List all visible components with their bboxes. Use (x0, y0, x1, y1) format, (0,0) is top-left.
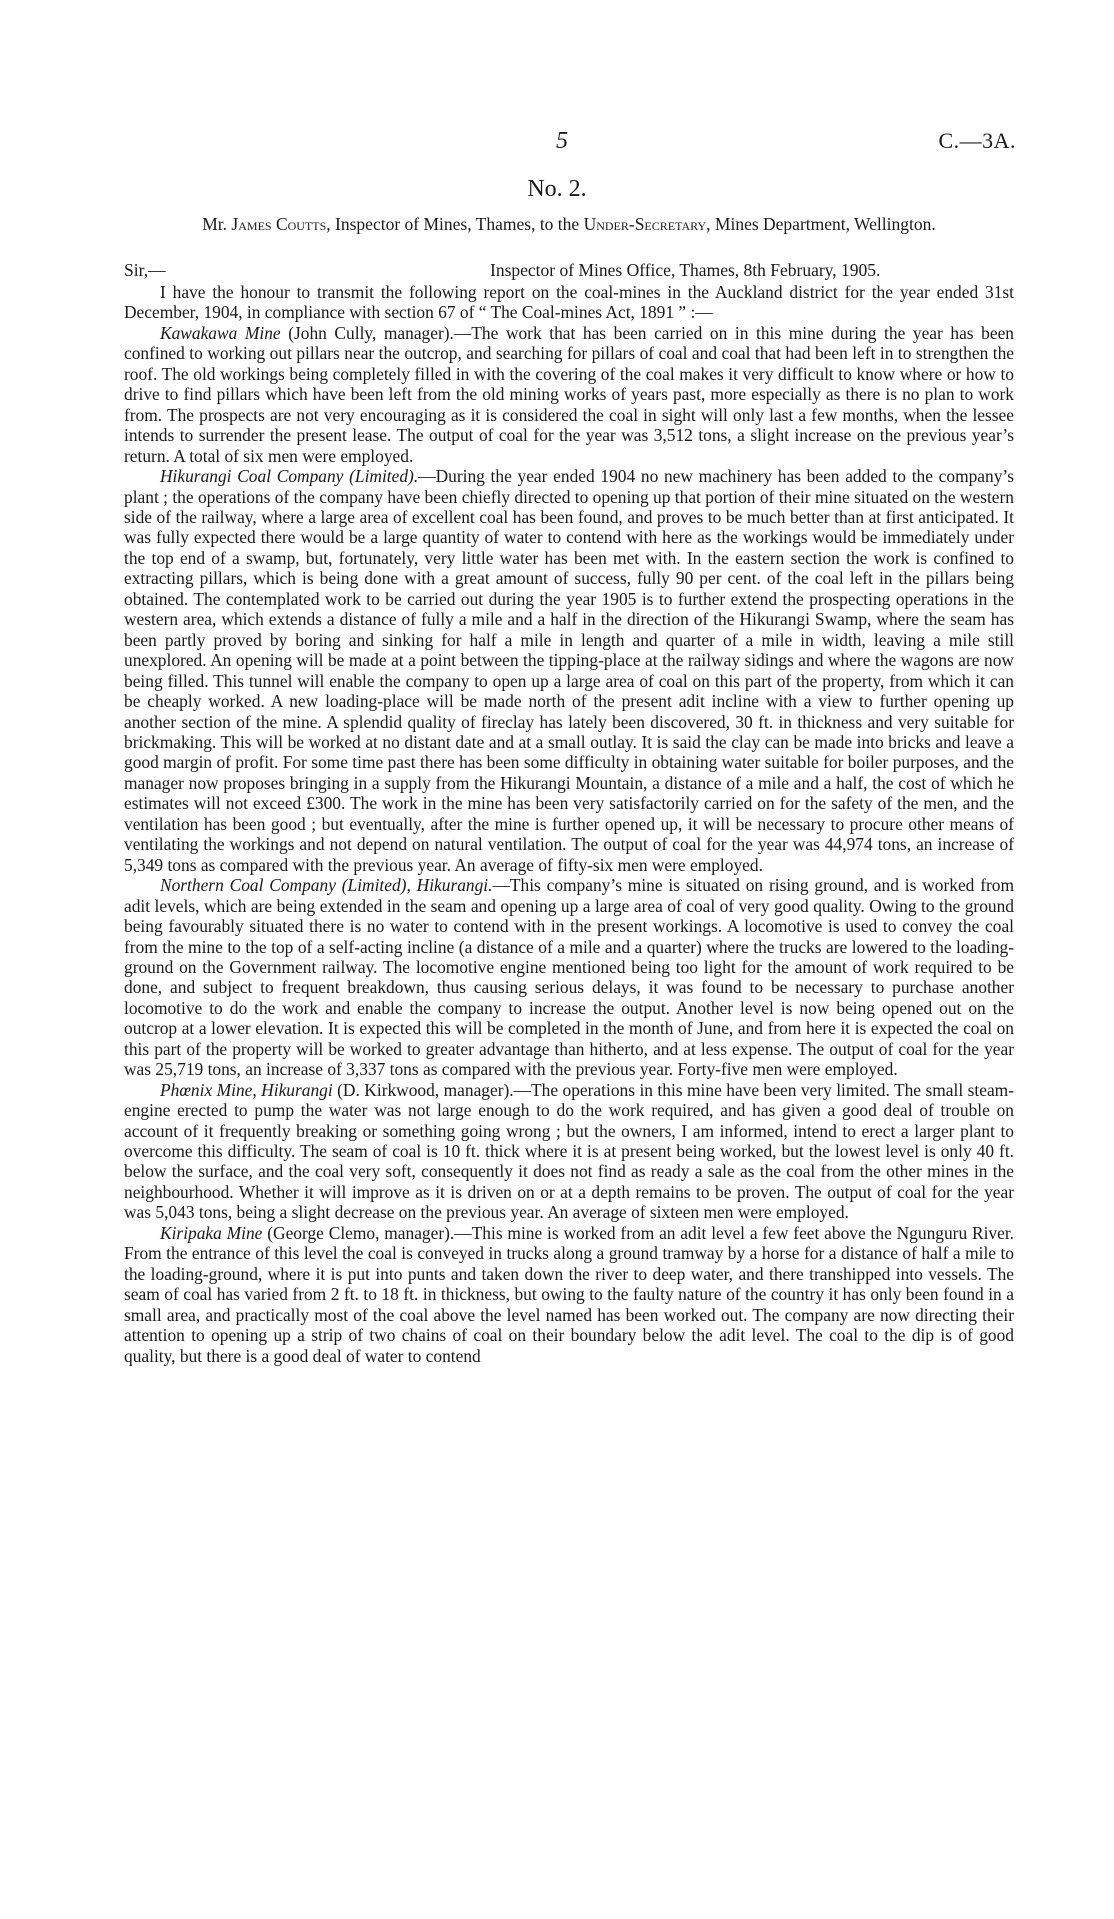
paragraph-text: I have the honour to transmit the following report on the coal-mines in the Auckland district for the year ended 31st December, 1904, in compliance with section 67 of “ The Coal-mines Act, 1891 ” :— (124, 282, 1014, 323)
address-line (124, 214, 1014, 235)
salutation: Sir,— (124, 260, 166, 280)
page-number: 5 (556, 128, 568, 154)
paragraph-kiripaka (124, 1223, 1014, 1366)
paragraph-text: —This company’s mine is situated on rising ground, and is worked from adit levels, which are being extended in the seam and opening up a large area of coal of very good quality. Owing to the ground being favourably situated there is no water to contend with in the present workings. A locomotive is used to convey the coal from the mine to the top of a self-acting incline (a distance of a mile and a quarter) where the trucks are lowered to the loading-ground on the Government railway. The locomotive engine mentioned being too light for the amount of work required to be done, and subject to frequent breakdown, thus causing serious delays, it was found to be necessary to purchase another locomotive to do the work and enable the company to increase the output. Another level is now being opened out on the outcrop at a lower elevation. It is expected this will be completed in the month of June, and from here it is expected the coal on this part of the property will be worked to greater advantage than hitherto, and at less expense. The output of coal for the year was 25,719 tons, an increase of 3,337 tons as compared with the previous year. Forty-five men were employed. (124, 875, 1014, 1080)
author-name: James Coutts (231, 214, 327, 234)
mine-name: Hikurangi Coal Company (Limited). (160, 466, 419, 487)
paragraph-text: (George Clemo, manager).—This mine is worked from an adit level a few feet above the Ngunguru River. From the entrance of this level the coal is conveyed in trucks along a ground tramway by a horse for a distance of half a mile to the loading-ground, where it is put into punts and taken down the river to deep water, and there transhipped into vessels. The seam of coal has varied from 2 ft. to 18 ft. in thickness, but owing to the faulty nature of the country it has only been found in a small area, and practically most of the coal above the level named has been worked out. The company are now directing their attention to opening up a strip of two chains of coal on their boundary below the adit level. The coal to the dip is of good quality, but there is a good deal of water to contend (124, 1222, 1014, 1366)
address-middle: , Inspector of Mines, Thames, to the (326, 214, 584, 234)
paragraph-text: —During the year ended 1904 no new machinery has been added to the company’s plant ; the operations of the company have been chiefly directed to opening up that portion of their mine situated on the western side of the railway, where a large area of excellent coal has been found, and proves to be much better than at first anticipated. It was fully expected there would be a large quantity of water to contend with here as the workings would be immediately under the top end of a swamp, but, fortunately, very little water has been met with. In the eastern section the work is confined to extracting pillars, which is being done with a great amount of success, fully 90 per cent. of the coal left in the pillars being obtained. The contemplated work to be carried out during the year 1905 is to further extend the prospecting operations in the western area, which extends a distance of fully a mile and a half in the direction of the Hikurangi Swamp, where the seam has been partly proved by boring and sinking for half a mile in length and quarter of a mile in width, leaving a mile still unexplored. An opening will be made at a point between the tipping-place at the railway sidings and where the wagons are now being filled. This tunnel will enable the company to open up a large area of coal on this part of the property, from which it can be cheaply worked. A new loading-place will be made north of the present adit incline with a view to further opening up another section of the mine. A splendid quality of fireclay has lately been discovered, 30 ft. in thickness and very suitable for brickmaking. This will be worked at no distant date and at a small outlay. It is said the clay can be made into bricks and leave a good margin of profit. For some time past there has been some difficulty in obtaining water suitable for boiler purposes, and the manager now proposes bringing in a supply from the Hikurangi Mountain, a distance of a mile and a half, the cost of which he estimates will not exceed £300. The work in the mine has been very satisfactorily carried on for the safety of the men, and the ventilation has been good ; but eventually, after the mine is further opened up, it will be necessary to procure other means of ventilating the workings and not depend on natural ventilation. The output of coal for the year was 44,974 tons, an increase of 5,349 tons as compared with the previous year. An average of fifty-six men were employed. (124, 466, 1014, 875)
address-suffix: , Mines Department, Wellington. (706, 214, 936, 234)
address-prefix: Mr. (202, 214, 232, 234)
paragraph-kawakawa (124, 323, 1014, 466)
mine-name: Kiripaka Mine (160, 1222, 263, 1243)
paragraph-intro (124, 282, 1014, 323)
origin-date: Inspector of Mines Office, Thames, 8th February, 1905. (490, 260, 881, 280)
paragraph-northern (124, 875, 1014, 1080)
recipient-name: Under-Secretary (583, 214, 707, 234)
document-number: No. 2. (527, 176, 587, 202)
mine-name: Kawakawa Mine (160, 322, 281, 343)
document-reference: C.—3A. (938, 128, 1016, 153)
paragraph-text: (D. Kirkwood, manager).—The operations in this mine have been very limited. The small steam-engine erected to pump the water was not large enough to do the work required, and has given a good deal of trouble on account of it frequently breaking or something going wrong ; but the owners, I am informed, intend to erect a larger plant to overcome this difficulty. The seam of coal is 10 ft. thick where it is at present being worked, but the lowest level is only 40 ft. below the surface, and the coal very soft, consequently it does not find as ready a sale as the coal from the other mines in the neighbourhood. Whether it will improve as it is driven on or at a depth remains to be proven. The output of coal for the year was 5,043 tons, being a slight decrease on the previous year. An average of sixteen men were employed. (124, 1079, 1014, 1223)
mine-name: Phœnix Mine, Hikurangi (160, 1079, 333, 1100)
paragraph-phoenix (124, 1080, 1014, 1223)
report-body (124, 282, 1014, 1366)
paragraph-hikurangi (124, 466, 1014, 875)
mine-name: Northern Coal Company (Limited), Hikurangi. (160, 875, 493, 896)
paragraph-text: (John Cully, manager).—The work that has been carried on in this mine during the year has been confined to working out pillars near the outcrop, and searching for pillars of coal and coal that had been left in to strengthen the roof. The old workings being completely filled in with the covering of the coal makes it very difficult to know where or how to drive to find pillars which have been left from the old mining works of years past, more especially as there is no plan to work from. The prospects are not very encouraging as it is considered the coal in sight will only last a few months, when the lessee intends to surrender the present lease. The output of coal for the year was 3,512 tons, a slight increase on the previous year’s return. A total of six men were employed. (124, 322, 1014, 466)
